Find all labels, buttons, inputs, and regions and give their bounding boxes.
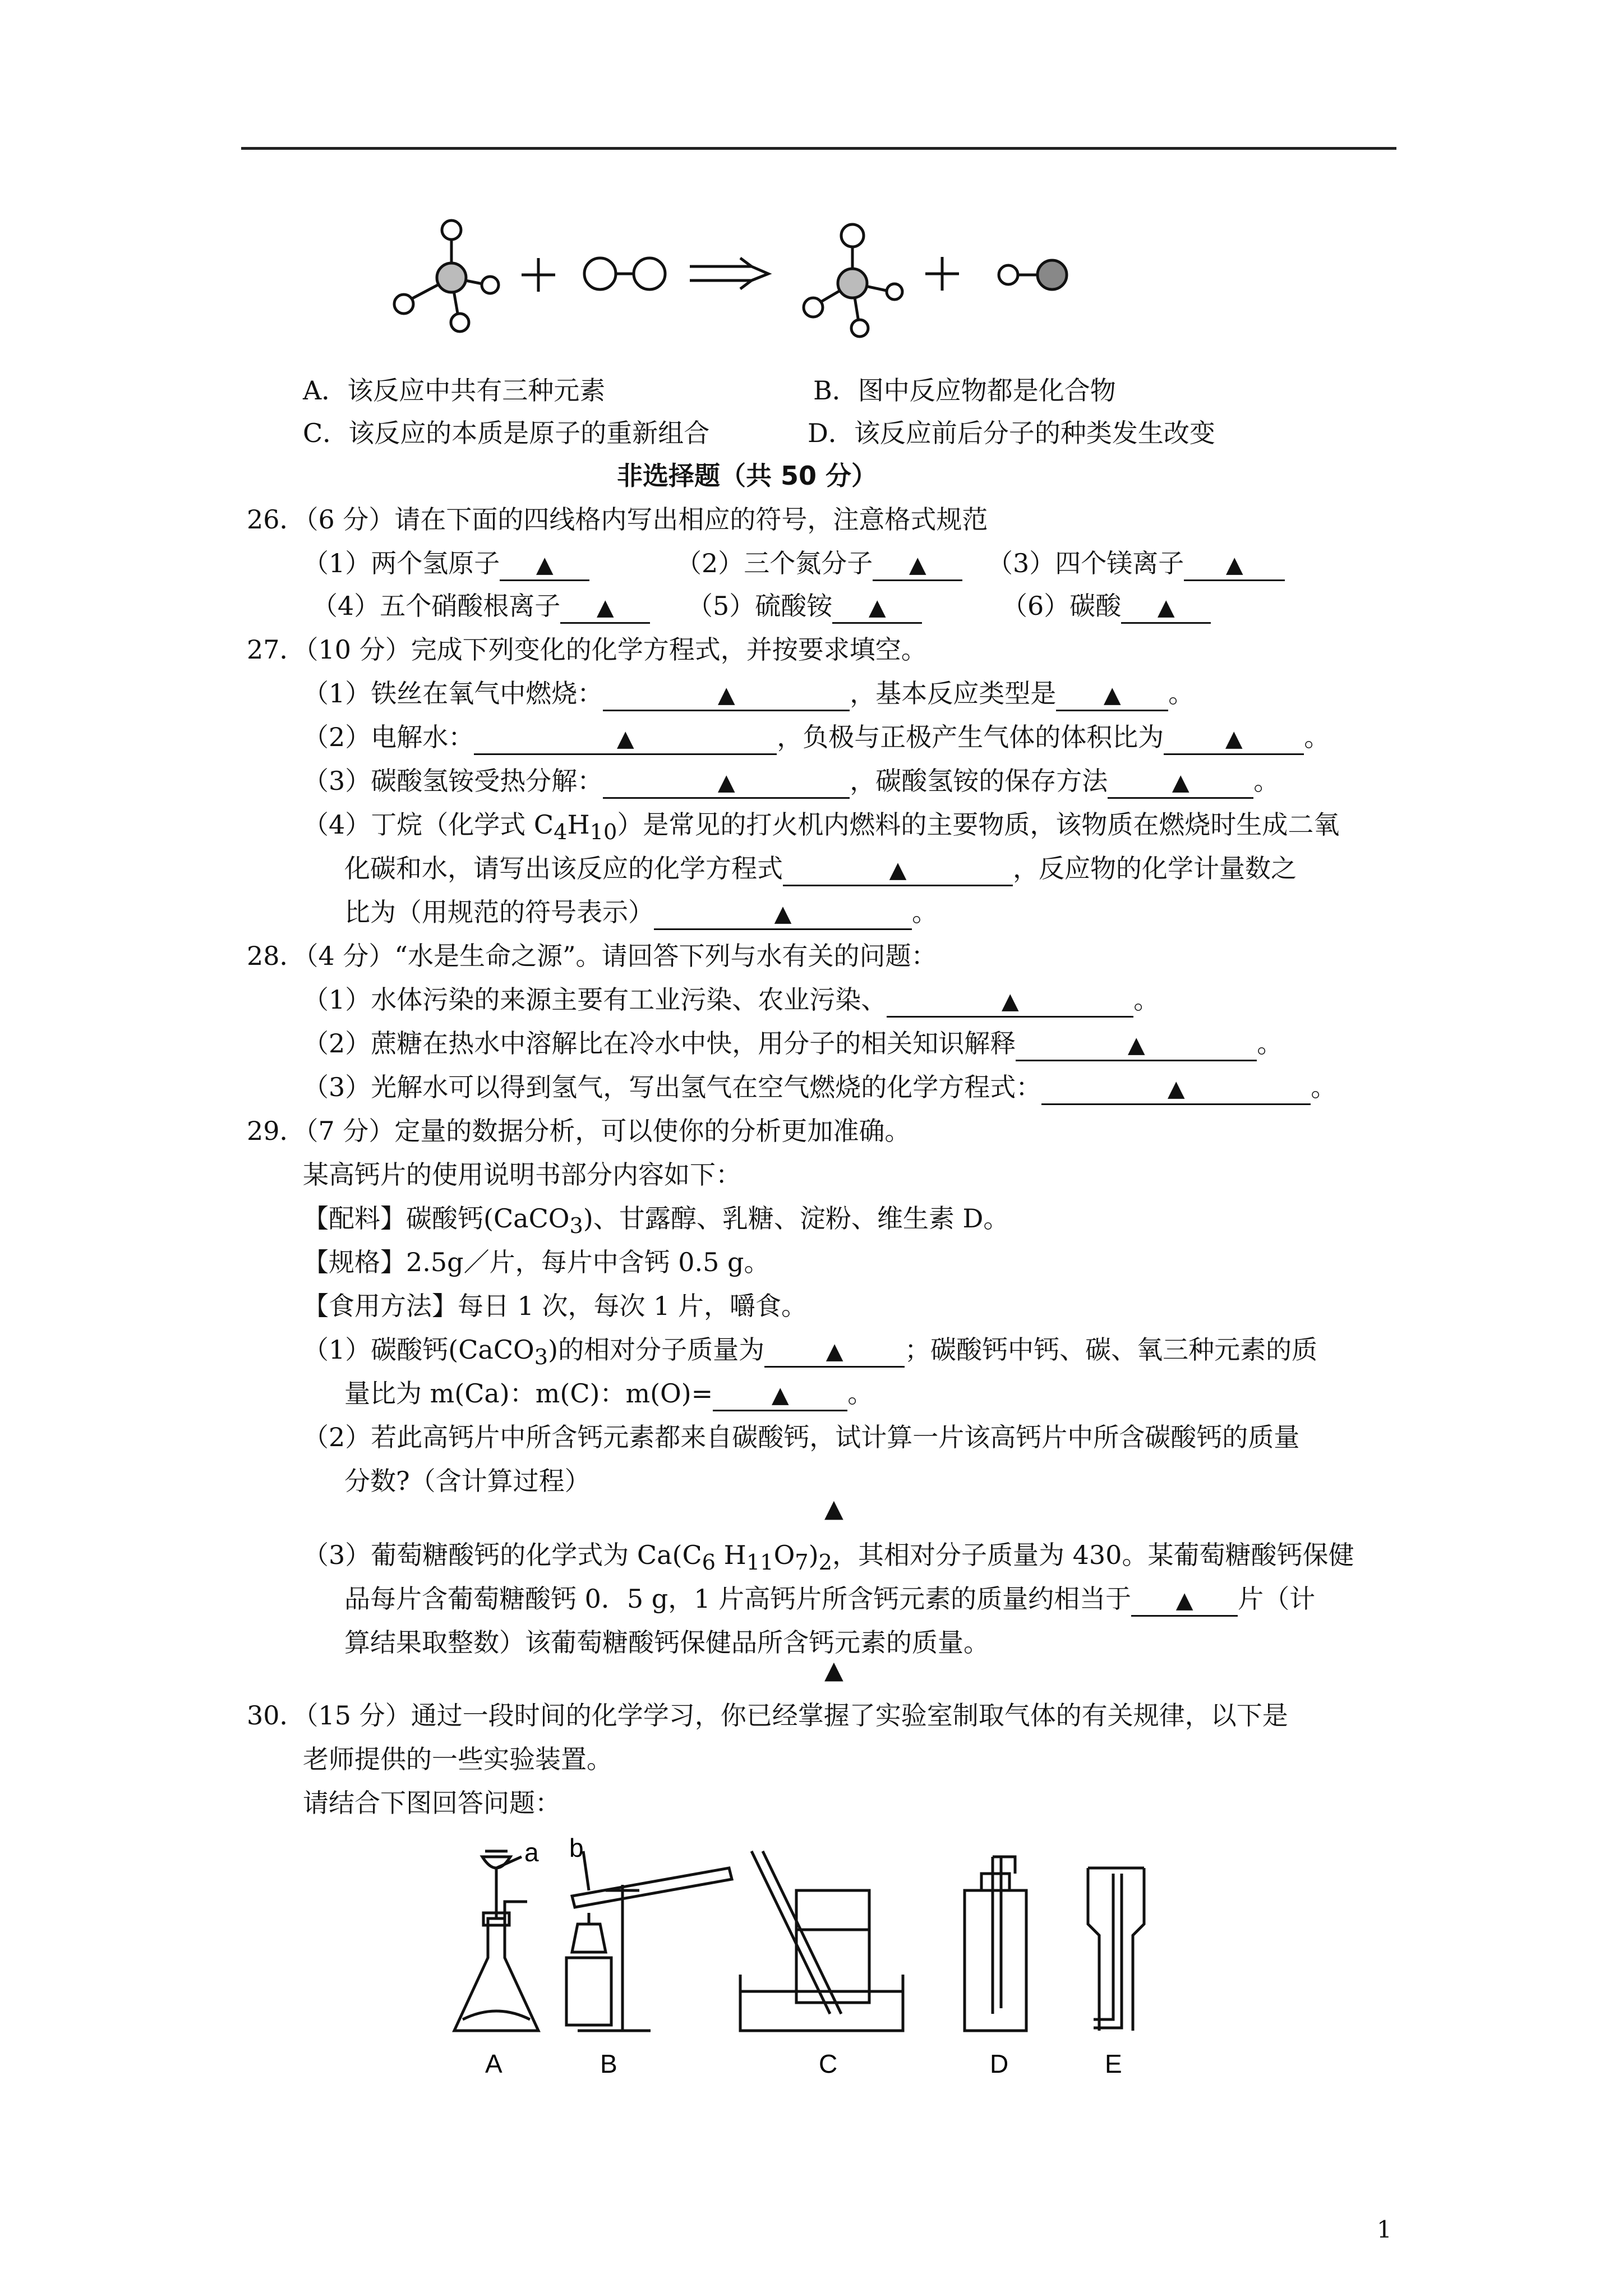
q29-item2-line2: 分数?（含计算过程） (344, 1466, 591, 1496)
answer-blank[interactable]: ▲ (1184, 549, 1285, 581)
answer-blank[interactable]: ▲ (1121, 591, 1211, 624)
answer-blank[interactable]: ▲ (560, 591, 650, 624)
answer-blank[interactable]: ▲ (783, 854, 1013, 886)
q27-stem: 27．（10 分）完成下列变化的化学方程式，并按要求填空。 (247, 634, 927, 665)
q29-stem: 29．（7 分）定量的数据分析，可以使你的分析更加准确。 (247, 1116, 911, 1146)
apparatus-figure (437, 1834, 1223, 2081)
answer-area-mark: ▲ (824, 1494, 843, 1523)
q29-item1-line2: 量比为 m(Ca)：m(C)：m(O)= ▲ 。 (344, 1377, 873, 1411)
answer-blank[interactable]: ▲ (1164, 723, 1304, 755)
q26-item2: （2）三个氮分子 ▲ (676, 546, 962, 581)
apparatus-label-d: D (990, 2049, 1009, 2078)
q29-item3-line3: 算结果取整数）该葡萄糖酸钙保健品所含钙元素的质量。 (344, 1627, 989, 1658)
q26-stem: 26．（6 分）请在下面的四线格内写出相应的符号，注意格式规范 (247, 504, 988, 535)
header-rule (241, 147, 1396, 150)
option-b: B．图中反应物都是化合物 (813, 375, 1116, 406)
part-b-label: b (569, 1834, 584, 1862)
q27-item2: （2）电解水： ▲ ，负极与正极产生气体的体积比为 ▲ 。 (303, 720, 1330, 755)
answer-blank[interactable]: ▲ (1056, 679, 1168, 711)
option-c: C．该反应的本质是原子的重新组合 (303, 418, 710, 448)
q30-stem: 30．（15 分）通过一段时间的化学学习，你已经掌握了实验室制取气体的有关规律，以下是 (247, 1700, 1288, 1731)
q28-stem: 28．（4 分）“水是生命之源”。请回答下列与水有关的问题： (247, 941, 937, 971)
q29-item1: （1）碳酸钙(CaCO$_3$)的相对分子质量为 ▲ ；碳酸钙中钙、碳、氧三种元素的质 (303, 1335, 1318, 1370)
q29-intro: 某高钙片的使用说明书部分内容如下： (303, 1159, 741, 1190)
q28-item3: （3）光解水可以得到氢气，写出氢气在空气燃烧的化学方程式： ▲ 。 (303, 1070, 1336, 1105)
answer-blank[interactable]: ▲ (713, 1379, 847, 1411)
q26-item1: （1）两个氢原子 ▲ (303, 546, 589, 581)
answer-blank[interactable]: ▲ (474, 723, 777, 755)
answer-blank[interactable]: ▲ (832, 591, 922, 624)
answer-blank[interactable]: ▲ (887, 985, 1133, 1018)
apparatus-label-c: C (819, 2049, 838, 2078)
q29-item3-line2: 品每片含葡萄糖酸钙 0．5 g，1 片高钙片所含钙元素的质量约相当于 ▲ 片（计 (344, 1582, 1315, 1617)
page-number: 1 (1377, 2216, 1392, 2243)
q27-item3: （3）碳酸氢铵受热分解： ▲ ，碳酸氢铵的保存方法 ▲ 。 (303, 764, 1279, 799)
q26-item3: （3）四个镁离子 ▲ (987, 546, 1285, 581)
apparatus-label-e: E (1105, 2049, 1122, 2078)
answer-blank[interactable]: ▲ (500, 549, 589, 581)
q26-item6: （6）碳酸 ▲ (1002, 589, 1211, 624)
answer-blank[interactable]: ▲ (1108, 766, 1253, 799)
answer-area-mark: ▲ (824, 1656, 843, 1685)
answer-blank[interactable]: ▲ (764, 1335, 905, 1368)
option-d: D．该反应前后分子的种类发生改变 (808, 418, 1215, 448)
q27-item4-line3: 比为（用规范的符号表示） ▲ 。 (344, 895, 938, 930)
q29-spec: 【规格】2.5g／片，每片中含钙 0.5 g。 (303, 1247, 770, 1277)
answer-blank[interactable]: ▲ (1041, 1073, 1311, 1105)
answer-blank[interactable]: ▲ (603, 766, 850, 799)
q29-ingredients: 【配料】碳酸钙(CaCO$_3$)、甘露醇、乳糖、淀粉、维生素 D。 (303, 1203, 1009, 1239)
answer-blank[interactable]: ▲ (654, 898, 912, 930)
q29-item2: （2）若此高钙片中所含钙元素都来自碳酸钙，试计算一片该高钙片中所含碳酸钙的质量 (303, 1422, 1300, 1452)
q26-item5: （5）硫酸铵 ▲ (687, 589, 922, 624)
apparatus-label-b: B (600, 2049, 617, 2078)
q26-item4: （4）五个硝酸根离子 ▲ (312, 589, 650, 624)
q29-usage: 【食用方法】每日 1 次，每次 1 片，嚼食。 (303, 1291, 808, 1321)
answer-blank[interactable]: ▲ (1016, 1029, 1257, 1061)
q28-item2: （2）蔗糖在热水中溶解比在冷水中快，用分子的相关知识解释 ▲ 。 (303, 1027, 1283, 1061)
q27-item1: （1）铁丝在氧气中燃烧： ▲ ，基本反应类型是 ▲ 。 (303, 677, 1194, 711)
reaction-diagram (387, 213, 1144, 348)
q27-item4: （4）丁烷（化学式 $C_4H_{10}$）是常见的打火机内燃料的主要物质，该物质在燃烧时生成二氧 (303, 809, 1340, 845)
q30-stem-line2: 老师提供的一些实验装置。 (303, 1744, 612, 1774)
section-title: 非选择题（共 50 分） (617, 461, 878, 491)
q29-item3: （3）葡萄糖酸钙的化学式为 $Ca(C_6$ $H_{11}O_7)_2$，其相对分子质量为 430。某葡萄糖酸钙保健 (303, 1540, 1354, 1576)
q27-item4-line2: 化碳和水，请写出该反应的化学方程式 ▲ ，反应物的化学计量数之 (344, 852, 1297, 886)
option-a: A．该反应中共有三种元素 (303, 375, 606, 406)
q30-stem-line3: 请结合下图回答问题： (303, 1788, 561, 1818)
part-a-label: a (524, 1838, 539, 1867)
answer-blank[interactable]: ▲ (603, 679, 850, 711)
answer-blank[interactable]: ▲ (873, 549, 962, 581)
q28-item1: （1）水体污染的来源主要有工业污染、农业污染、 ▲ 。 (303, 983, 1159, 1018)
answer-blank[interactable]: ▲ (1131, 1584, 1238, 1617)
apparatus-label-a: A (485, 2049, 502, 2078)
